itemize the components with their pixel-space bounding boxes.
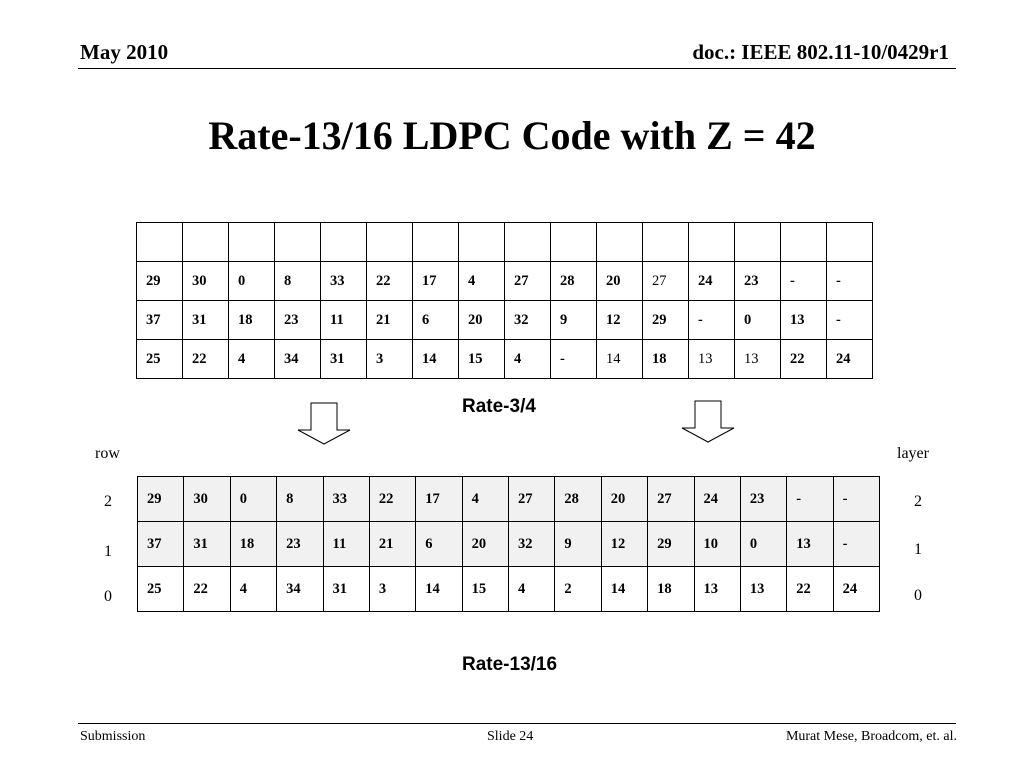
table-row [137,223,873,262]
footer-slide-number: Slide 24 [487,729,534,744]
table-cell: 33 [323,477,369,522]
table-cell: 18 [643,340,689,379]
table-cell: 13 [735,340,781,379]
table-cell: 25 [138,567,184,612]
footer-submission: Submission [80,729,146,744]
table-cell: 27 [509,477,555,522]
table-cell: 29 [648,522,694,567]
table-cell: 31 [321,340,367,379]
rate-13-16-table [137,476,880,612]
table-cell: 23 [740,477,786,522]
down-arrow-icon [296,402,352,446]
table-cell: 3 [369,567,415,612]
table-cell: 24 [833,567,879,612]
table-cell [551,223,597,262]
table-cell [643,223,689,262]
table-row [137,340,873,379]
rate-3-4-table [136,222,873,379]
table-cell: 27 [648,477,694,522]
table-cell: 6 [413,301,459,340]
table-cell: 4 [505,340,551,379]
table-cell: - [781,262,827,301]
table-cell: 8 [275,262,321,301]
table-cell: 28 [551,262,597,301]
table-cell: 22 [367,262,413,301]
table-cell: - [689,301,735,340]
header-date: May 2010 [80,40,169,64]
table-cell: 27 [643,262,689,301]
table-cell: 18 [229,301,275,340]
table-cell: 31 [184,522,230,567]
table-cell: 12 [601,522,647,567]
layer-index: 2 [914,493,922,510]
table-cell: 4 [459,262,505,301]
table-cell: 29 [137,262,183,301]
table-cell: 14 [416,567,462,612]
table-cell: 0 [229,262,275,301]
table-cell [229,223,275,262]
table-cell: 37 [138,522,184,567]
table-cell [321,223,367,262]
table-cell [505,223,551,262]
table-cell: 20 [459,301,505,340]
table-cell [459,223,505,262]
table-cell: 0 [740,522,786,567]
table-cell [735,223,781,262]
table-cell: 12 [597,301,643,340]
layer-index: 0 [914,587,922,604]
table-cell [413,223,459,262]
table-cell: 22 [184,567,230,612]
down-arrow-icon [680,400,736,444]
table-row [137,301,873,340]
rate-3-4-caption: Rate-3/4 [462,396,536,417]
table-cell: 0 [735,301,781,340]
table-cell: 11 [323,522,369,567]
slide-title: Rate-13/16 LDPC Code with Z = 42 [208,113,816,158]
layer-index: 1 [914,541,922,558]
table-cell: 23 [275,301,321,340]
table-cell: 22 [787,567,833,612]
table-cell: - [833,477,879,522]
table-cell: 34 [275,340,321,379]
table-cell: 24 [694,477,740,522]
table-cell: 9 [555,522,601,567]
table-cell [137,223,183,262]
table-cell: 20 [601,477,647,522]
table-cell: 31 [183,301,229,340]
table-cell: 4 [509,567,555,612]
table-cell [827,223,873,262]
table-cell: 32 [509,522,555,567]
table-cell [183,223,229,262]
table-cell: 22 [781,340,827,379]
table-cell: 18 [648,567,694,612]
table-cell: - [827,301,873,340]
table-cell: 4 [229,340,275,379]
rate-13-16-caption: Rate-13/16 [462,654,558,675]
table-cell: 23 [277,522,323,567]
table-cell: 3 [367,340,413,379]
header-rule [78,68,956,69]
table-row [137,262,873,301]
table-cell: 22 [369,477,415,522]
table-row [138,522,880,567]
table-cell: 20 [597,262,643,301]
table-cell [781,223,827,262]
table-cell: 37 [137,301,183,340]
table-cell: 13 [740,567,786,612]
table-cell: 14 [601,567,647,612]
table-cell: - [551,340,597,379]
table-cell: 33 [321,262,367,301]
row-index: 1 [104,543,112,560]
table-cell: 29 [643,301,689,340]
table-cell: 21 [367,301,413,340]
table-cell: 21 [369,522,415,567]
table-cell: 32 [505,301,551,340]
footer-authors: Murat Mese, Broadcom, et. al. [785,729,957,744]
table-cell: 23 [735,262,781,301]
table-cell: 30 [184,477,230,522]
table-cell: 24 [827,340,873,379]
table-cell: 20 [462,522,508,567]
table-row [138,477,880,522]
table-cell [689,223,735,262]
table-cell: 29 [138,477,184,522]
table-cell: 17 [416,477,462,522]
table-cell: 4 [462,477,508,522]
footer-rule [78,723,956,724]
table-cell: 0 [230,477,276,522]
table-cell: - [827,262,873,301]
table-cell: 14 [597,340,643,379]
table-cell: 17 [413,262,459,301]
table-cell: 22 [183,340,229,379]
table-cell: 25 [137,340,183,379]
table-cell: 13 [781,301,827,340]
layer-header: layer [897,445,929,462]
table-cell: 2 [555,567,601,612]
table-cell: 8 [277,477,323,522]
table-cell: 30 [183,262,229,301]
table-cell: - [833,522,879,567]
table-cell: 6 [416,522,462,567]
row-index: 2 [104,493,112,510]
row-header: row [95,445,120,462]
table-cell: 15 [459,340,505,379]
table-cell: 15 [462,567,508,612]
table-cell: 18 [230,522,276,567]
table-cell: 11 [321,301,367,340]
row-index: 0 [104,588,112,605]
table-cell: 13 [689,340,735,379]
table-cell: 13 [694,567,740,612]
table-cell: 4 [230,567,276,612]
table-cell [597,223,643,262]
table-cell: 9 [551,301,597,340]
table-cell [275,223,321,262]
table-cell: 34 [277,567,323,612]
table-cell: 13 [787,522,833,567]
table-cell: 31 [323,567,369,612]
table-cell: 10 [694,522,740,567]
table-cell: - [787,477,833,522]
table-cell: 14 [413,340,459,379]
table-cell: 28 [555,477,601,522]
table-cell: 27 [505,262,551,301]
header-doc-id: doc.: IEEE 802.11-10/0429r1 [692,40,949,64]
table-cell: 24 [689,262,735,301]
table-row [138,567,880,612]
table-cell [367,223,413,262]
